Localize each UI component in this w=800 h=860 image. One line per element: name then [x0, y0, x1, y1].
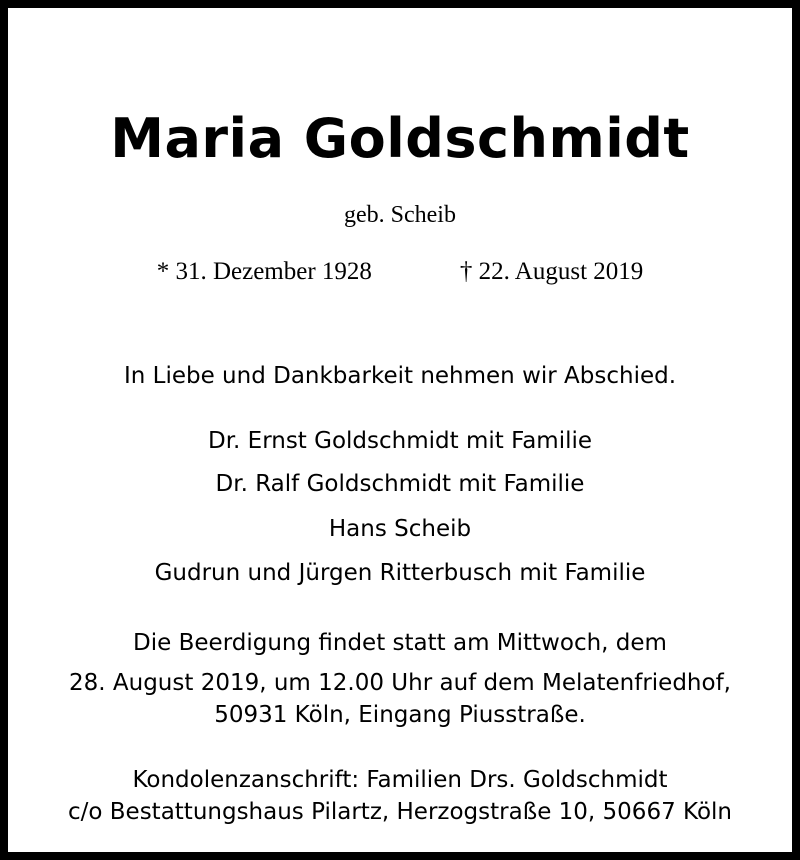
mourner-line: Dr. Ernst Goldschmidt mit Familie [207, 428, 593, 454]
mourner-line: Hans Scheib [328, 516, 472, 542]
mourner-line: Gudrun und Jürgen Ritterbusch mit Familie [154, 560, 646, 586]
funeral-info-line: 28. August 2019, um 12.00 Uhr auf dem Melatenfriedhof, [69, 670, 731, 696]
birth-name: geb. Scheib [344, 202, 456, 228]
death-date: † 22. August 2019 [459, 258, 644, 285]
funeral-info-line: 50931 Köln, Eingang Piusstraße. [214, 702, 586, 728]
funeral-info-line: Die Beerdigung findet statt am Mittwoch, dem [133, 630, 667, 656]
mourner-line: Dr. Ralf Goldschmidt mit Familie [215, 471, 585, 497]
life-dates [8, 256, 792, 288]
birth-date: * 31. Dezember 1928 [156, 258, 372, 285]
condolence-address-line: Kondolenzanschrift: Familien Drs. Goldschmidt [132, 767, 668, 793]
farewell-text: In Liebe und Dankbarkeit nehmen wir Abschied. [123, 363, 677, 389]
condolence-address-line: c/o Bestattungshaus Pilartz, Herzogstraße 10, 50667 Köln [67, 799, 732, 825]
deceased-name: Maria Goldschmidt [110, 107, 690, 170]
